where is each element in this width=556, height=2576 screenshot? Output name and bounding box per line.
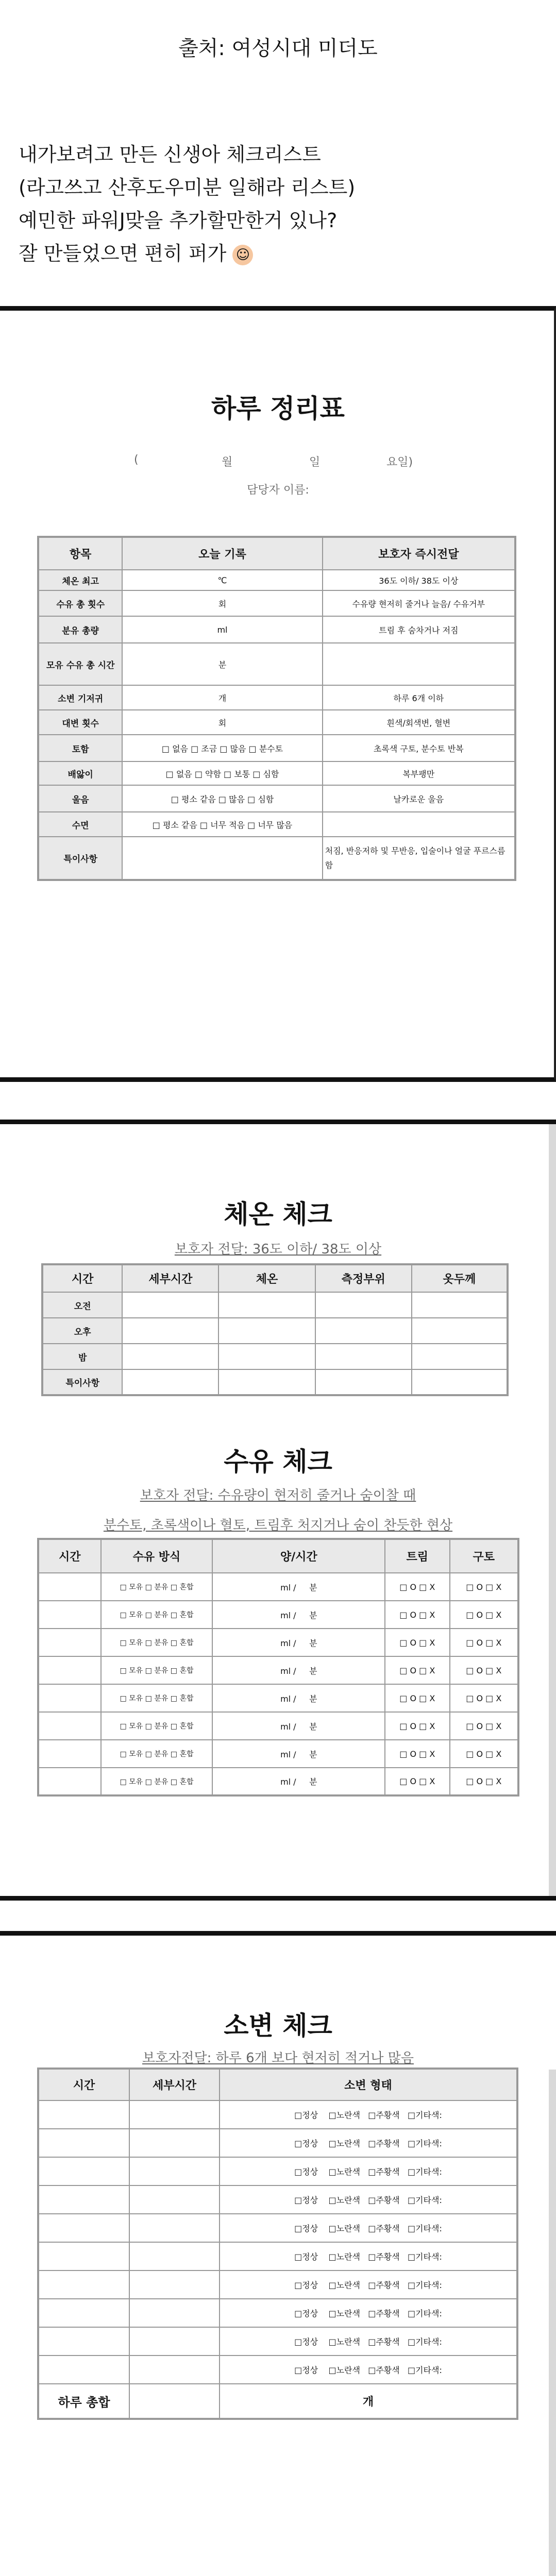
alert-cell: 흰색/회색변, 혈변 (323, 710, 515, 735)
table-row (38, 570, 515, 590)
table-row (38, 1684, 518, 1712)
detail-time-cell (129, 2157, 220, 2185)
total-unit: 개 (220, 2384, 517, 2419)
table-row (38, 1656, 518, 1684)
time-cell (38, 1656, 101, 1684)
table-row (38, 2214, 517, 2242)
item-label: 토함 (38, 735, 122, 761)
item-label: 수면 (38, 812, 122, 837)
time-label: 오후 (42, 1318, 122, 1344)
shape-cell: □정상 □노란색 □주황색 □기타색: (220, 2129, 517, 2157)
table-row (38, 643, 515, 685)
header-cell: 옷두께 (412, 1264, 508, 1292)
source-caption: 출처: 여성시대 미더도 (178, 37, 378, 60)
alert-cell: 하루 6개 이하 (323, 685, 515, 710)
table-row (42, 1369, 508, 1395)
feed-title: 수유 체크 (224, 1447, 332, 1477)
record-cell: □ 없음 □ 약함 □ 보통 □ 심함 (122, 761, 322, 785)
detail-time-cell (129, 2129, 220, 2157)
record-cell: 개 (122, 685, 322, 710)
record-cell (122, 837, 322, 880)
vomit-cell: □ O □ X (450, 1712, 518, 1740)
method-cell: □ 모유 □ 분유 □ 혼합 (101, 1712, 213, 1740)
time-cell (38, 2214, 129, 2242)
table-row (38, 685, 515, 710)
header-cell: 시간 (38, 2069, 129, 2100)
shape-cell: □정상 □노란색 □주황색 □기타색: (220, 2355, 517, 2384)
vomit-cell: □ O □ X (450, 1629, 518, 1656)
input-cell (218, 1292, 315, 1318)
temp-note: 보호자 전달: 36도 이하/ 38도 이상 (174, 1242, 382, 1257)
method-cell: □ 모유 □ 분유 □ 혼합 (101, 1601, 213, 1629)
alert-cell (323, 643, 515, 685)
alert-cell: 복부팽만 (323, 761, 515, 785)
input-cell (122, 1318, 218, 1344)
header-cell: 세부시간 (122, 1264, 218, 1292)
header-cell: 소변 형태 (220, 2069, 517, 2100)
table-row (38, 1601, 518, 1629)
record-cell: □ 없음 □ 조금 □ 많음 □ 분수토 (122, 735, 322, 761)
method-cell: □ 모유 □ 분유 □ 혼합 (101, 1768, 213, 1795)
daily-table (37, 536, 516, 881)
input-cell (218, 1344, 315, 1369)
urine-table (37, 2067, 518, 2420)
header-cell: 구토 (450, 1539, 518, 1573)
header-cell: 수유 방식 (101, 1539, 213, 1573)
method-cell: □ 모유 □ 분유 □ 혼합 (101, 1629, 213, 1656)
shape-cell: □정상 □노란색 □주황색 □기타색: (220, 2157, 517, 2185)
time-cell (38, 2327, 129, 2355)
time-cell (38, 2157, 129, 2185)
header-cell: 측정부위 (315, 1264, 412, 1292)
alert-cell: 날카로운 울음 (323, 785, 515, 812)
table-row (38, 761, 515, 785)
vomit-cell: □ O □ X (450, 1573, 518, 1601)
input-cell (315, 1292, 412, 1318)
table-row (38, 2327, 517, 2355)
intro-line: 잘 만들었으면 편히 퍼가 ☺ (19, 237, 355, 270)
input-cell (315, 1344, 412, 1369)
alert-cell: 초록색 구토, 분수토 반복 (323, 735, 515, 761)
item-label: 울음 (38, 785, 122, 812)
amount-cell: ml / 분 (212, 1601, 385, 1629)
header-cell: 오늘 기록 (122, 537, 322, 570)
input-cell (122, 1292, 218, 1318)
total-label: 하루 총합 (38, 2384, 129, 2419)
table-row (38, 590, 515, 616)
record-cell: □ 평소 같음 □ 너무 적음 □ 너무 많음 (122, 812, 322, 837)
input-cell (315, 1369, 412, 1395)
time-cell (38, 1740, 101, 1768)
alert-cell: 36도 이하/ 38도 이상 (323, 570, 515, 590)
vomit-cell: □ O □ X (450, 1740, 518, 1768)
scroll-edge (549, 2070, 556, 2576)
intro-line: 예민한 파워J맞을 추가할만한거 있나? (19, 209, 338, 232)
shape-cell: □정상 □노란색 □주황색 □기타색: (220, 2185, 517, 2214)
input-cell (218, 1318, 315, 1344)
time-cell (38, 2270, 129, 2299)
time-label: 특이사항 (42, 1369, 122, 1395)
detail-time-cell (129, 2214, 220, 2242)
total-row (38, 2384, 517, 2419)
vomit-cell: □ O □ X (450, 1656, 518, 1684)
table-row (38, 2129, 517, 2157)
shape-cell: □정상 □노란색 □주황색 □기타색: (220, 2214, 517, 2242)
method-cell: □ 모유 □ 분유 □ 혼합 (101, 1573, 213, 1601)
table-row (38, 837, 515, 880)
detail-time-cell (129, 2100, 220, 2129)
table-row (38, 2355, 517, 2384)
header-cell: 세부시간 (129, 2069, 220, 2100)
detail-time-cell (129, 2355, 220, 2384)
table-row (42, 1344, 508, 1369)
urine-title: 소변 체크 (224, 2011, 332, 2041)
time-cell (38, 2299, 129, 2327)
detail-time-cell (129, 2185, 220, 2214)
burp-cell: □ O □ X (385, 1629, 449, 1656)
record-cell: □ 평소 같음 □ 많음 □ 심함 (122, 785, 322, 812)
header-cell: 항목 (38, 537, 122, 570)
item-label: 체온 최고 (38, 570, 122, 590)
input-cell (412, 1292, 508, 1318)
amount-cell: ml / 분 (212, 1656, 385, 1684)
record-cell: ml (122, 616, 322, 643)
alert-cell: 처짐, 반응저하 및 무반응, 입술이나 얼굴 푸르스름함 (323, 837, 515, 880)
burp-cell: □ O □ X (385, 1601, 449, 1629)
header-cell: 트림 (385, 1539, 449, 1573)
table-row (38, 616, 515, 643)
temp-table (41, 1263, 509, 1396)
detail-time-cell (129, 2270, 220, 2299)
burp-cell: □ O □ X (385, 1573, 449, 1601)
record-cell: 회 (122, 590, 322, 616)
time-cell (38, 2242, 129, 2270)
header-cell: 시간 (42, 1264, 122, 1292)
method-cell: □ 모유 □ 분유 □ 혼합 (101, 1656, 213, 1684)
shape-cell: □정상 □노란색 □주황색 □기타색: (220, 2100, 517, 2129)
vomit-cell: □ O □ X (450, 1601, 518, 1629)
time-cell (38, 1601, 101, 1629)
table-row (38, 1740, 518, 1768)
shape-cell: □정상 □노란색 □주황색 □기타색: (220, 2327, 517, 2355)
table-row (42, 1318, 508, 1344)
table-row (38, 710, 515, 735)
daily-title: 하루 정리표 (211, 394, 345, 423)
alert-cell: 트림 후 숨차거나 저짐 (323, 616, 515, 643)
time-cell (38, 2185, 129, 2214)
table-row (38, 1768, 518, 1795)
method-cell: □ 모유 □ 분유 □ 혼합 (101, 1740, 213, 1768)
table-row (38, 1712, 518, 1740)
time-cell (38, 2355, 129, 2384)
vomit-cell: □ O □ X (450, 1768, 518, 1795)
table-row (38, 735, 515, 761)
method-cell: □ 모유 □ 분유 □ 혼합 (101, 1684, 213, 1712)
time-label: 오전 (42, 1292, 122, 1318)
item-label: 특이사항 (38, 837, 122, 880)
urine-note: 보호자전달: 하루 6개 보다 현저히 적거나 많음 (142, 2050, 414, 2066)
input-cell (412, 1369, 508, 1395)
temp-title: 체온 체크 (224, 1199, 332, 1229)
shape-cell: □정상 □노란색 □주황색 □기타색: (220, 2270, 517, 2299)
alert-cell (323, 812, 515, 837)
amount-cell: ml / 분 (212, 1629, 385, 1656)
table-row (38, 812, 515, 837)
time-cell (38, 1629, 101, 1656)
header-cell: 체온 (218, 1264, 315, 1292)
record-cell: 회 (122, 710, 322, 735)
burp-cell: □ O □ X (385, 1768, 449, 1795)
input-cell (218, 1369, 315, 1395)
shape-cell: □정상 □노란색 □주황색 □기타색: (220, 2242, 517, 2270)
amount-cell: ml / 분 (212, 1712, 385, 1740)
vomit-cell: □ O □ X (450, 1684, 518, 1712)
item-label: 대변 횟수 (38, 710, 122, 735)
time-cell (38, 1573, 101, 1601)
shape-cell: □정상 □노란색 □주황색 □기타색: (220, 2299, 517, 2327)
item-label: 분유 총량 (38, 616, 122, 643)
table-row (38, 2185, 517, 2214)
time-cell (38, 2100, 129, 2129)
item-label: 모유 수유 총 시간 (38, 643, 122, 685)
table-row (38, 2270, 517, 2299)
header-cell: 양/시간 (212, 1539, 385, 1573)
total-empty (129, 2384, 220, 2419)
time-cell (38, 1684, 101, 1712)
item-label: 소변 기저귀 (38, 685, 122, 710)
detail-time-cell (129, 2299, 220, 2327)
table-row (38, 2100, 517, 2129)
record-cell: 분 (122, 643, 322, 685)
alert-cell: 수유량 현저히 줄거나 늘음/ 수유거부 (323, 590, 515, 616)
table-row (38, 1573, 518, 1601)
input-cell (412, 1344, 508, 1369)
table-row (42, 1292, 508, 1318)
detail-time-cell (129, 2242, 220, 2270)
detail-time-cell (129, 2327, 220, 2355)
input-cell (122, 1344, 218, 1369)
burp-cell: □ O □ X (385, 1684, 449, 1712)
table-row (38, 2299, 517, 2327)
header-cell: 보호자 즉시전달 (323, 537, 515, 570)
table-row (38, 2242, 517, 2270)
input-cell (122, 1369, 218, 1395)
amount-cell: ml / 분 (212, 1573, 385, 1601)
amount-cell: ml / 분 (212, 1768, 385, 1795)
item-label: 배앓이 (38, 761, 122, 785)
time-cell (38, 1768, 101, 1795)
time-label: 밤 (42, 1344, 122, 1369)
intro-line: (라고쓰고 산후도우미분 일해라 리스트) (19, 176, 356, 199)
input-cell (315, 1318, 412, 1344)
time-cell (38, 1712, 101, 1740)
item-label: 수유 총 횟수 (38, 590, 122, 616)
table-row (38, 2157, 517, 2185)
input-cell (412, 1318, 508, 1344)
time-cell (38, 2129, 129, 2157)
feed-table (37, 1538, 519, 1797)
feed-note-1: 보호자 전달: 수유량이 현저히 줄거나 숨이찰 때 (140, 1488, 416, 1503)
table-row (38, 785, 515, 812)
burp-cell: □ O □ X (385, 1656, 449, 1684)
burp-cell: □ O □ X (385, 1740, 449, 1768)
intro-line: 내가보려고 만든 신생아 체크리스트 (19, 143, 321, 166)
intro-text (19, 138, 355, 270)
header-cell: 시간 (38, 1539, 101, 1573)
amount-cell: ml / 분 (212, 1740, 385, 1768)
feed-note-2: 분수토, 초록색이나 혈토, 트림후 처지거나 숨이 찬듯한 현상 (103, 1518, 453, 1533)
table-row (38, 1629, 518, 1656)
writer-field: 담당자 이름: (247, 484, 309, 497)
baby-emoji-icon: ☺ (232, 245, 253, 265)
amount-cell: ml / 분 (212, 1684, 385, 1712)
record-cell: ℃ (122, 570, 322, 590)
burp-cell: □ O □ X (385, 1712, 449, 1740)
